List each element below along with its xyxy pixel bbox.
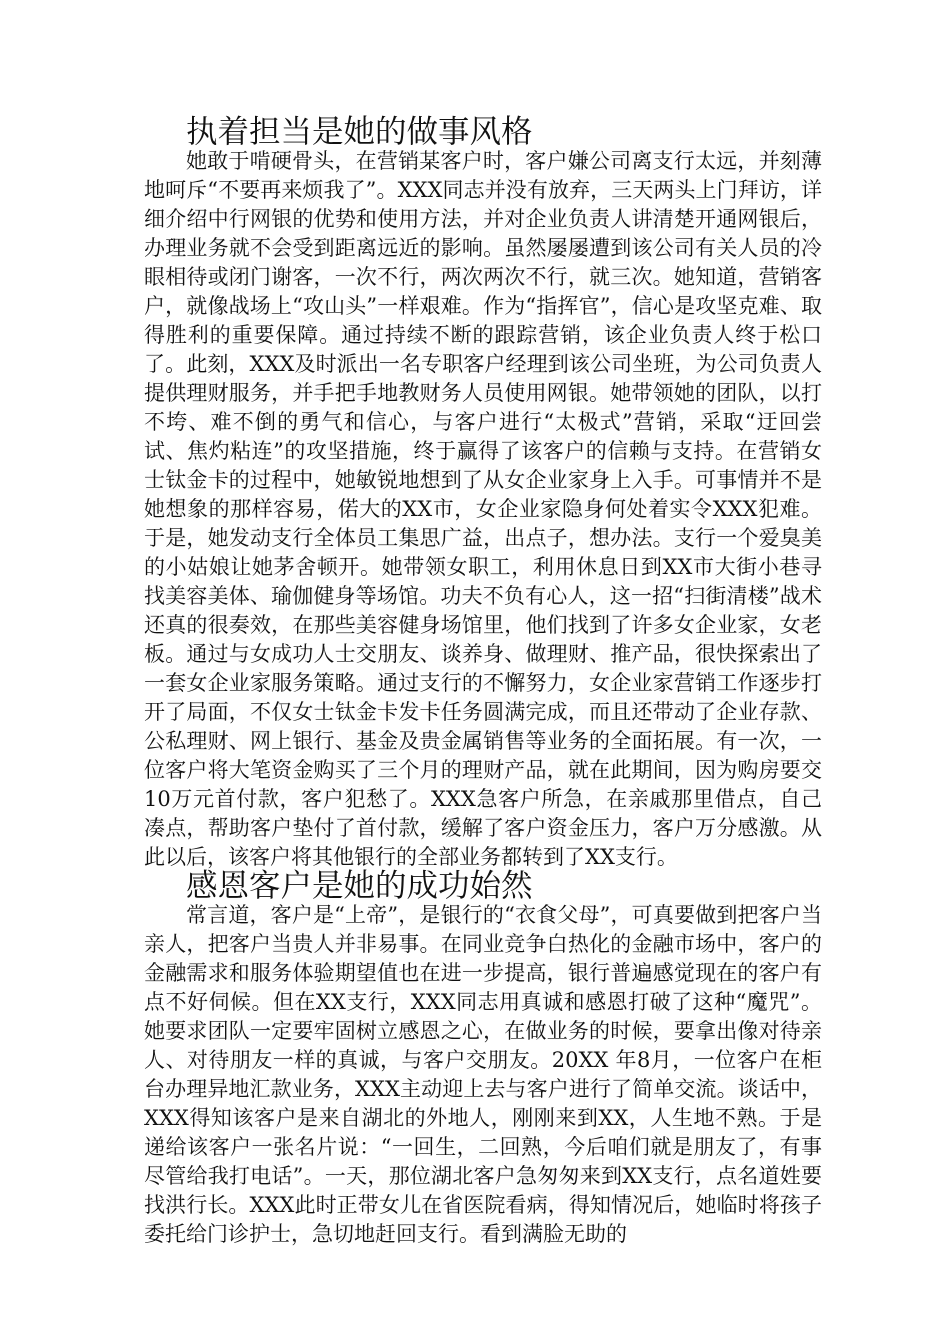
section-heading-1: 执着担当是她的做事风格 <box>186 114 533 150</box>
document-page <box>144 114 822 1249</box>
section-paragraph-1: 她敢于啃硬骨头，在营销某客户时，客户嫌公司离支行太远，并刻薄地呵斥“不要再来烦我了”。XXX同志并没有放弃，三天两头上门拜访，详细介绍中行网银的优势和使用方法，并对企业负责人讲清楚开通网银后，办理业务就不会受到距离远近的影响。虽然屡屡遭到该公司有关人员的冷眼相待或闭门谢客，一次不行，两次两次不行，就三次。她知道，营销客户，就像战场上“攻山头”一样艰难。作为“指挥官”，信心是攻坚克难、取得胜利的重要保障。通过持续不断的跟踪营销，该企业负责人终于松口了。此刻，XXX及时派出一名专职客户经理到该公司坐班，为公司负责人提供理财服务，并手把手地教财务人员使用网银。她带领她的团队，以打不垮、难不倒的勇气和信心，与客户进行“太极式”营销，采取“迂回尝试、焦灼粘连”的攻坚措施，终于赢得了该客户的信赖与支持。在营销女士钛金卡的过程中，她敏锐地想到了从女企业家身上入手。可事情并不是她想象的那样容易，偌大的XX市，女企业家隐身何处着实令XXX犯难。于是，她发动支行全体员工集思广益，出点子，想办法。支行一个爱臭美的小姑娘让她茅舍顿开。她带领女职工，利用休息日到XX市大街小巷寻找美容美体、瑜伽健身等场馆。功夫不负有心人，这一招“扫街清楼”战术还真的很奏效，在那些美容健身场馆里，他们找到了许多女企业家，女老板。通过与女成功人士交朋友、谈养身、做理财、推产品，很快探索出了一套女企业家服务策略。通过支行的不懈努力，女企业家营销工作逐步打开了局面，不仅女士钛金卡发卡任务圆满完成，而且还带动了企业存款、公私理财、网上银行、基金及贵金属销售等业务的全面拓展。有一次，一位客户将大笔资金购买了三个月的理财产品，就在此期间，因为购房要交10万元首付款，客户犯愁了。XXX急客户所急，在亲戚那里借点，自己凑点，帮助客户垫付了首付款，缓解了客户资金压力，客户万分感激。从此以后，该客户将其他银行的全部业务都转到了XX支行。 <box>144 149 822 869</box>
section-paragraph-2: 常言道，客户是“上帝”，是银行的“衣食父母”，可真要做到把客户当亲人，把客户当贵人并非易事。在同业竞争白热化的金融市场中，客户的金融需求和服务体验期望值也在进一步提高，银行普遍感觉现在的客户有点不好伺候。但在XX支行，XXX同志用真诚和感恩打破了这种“魔咒”。她要求团队一定要牢固树立感恩之心，在做业务的时候，要拿出像对待亲人、对待朋友一样的真诚，与客户交朋友。20XX 年8月，一位客户在柜台办理异地汇款业务，XXX主动迎上去与客户进行了简单交流。谈话中，XXX得知该客户是来自湖北的外地人，刚刚来到XX，人生地不熟。于是递给该客户一张名片说：“一回生，二回熟，今后咱们就是朋友了，有事尽管给我打电话”。一天，那位湖北客户急匆匆来到XX支行，点名道姓要找洪行长。XXX此时正带女儿在省医院看病，得知情况后，她临时将孩子委托给门诊护士，急切地赶回支行。看到满脸无助的 <box>144 903 822 1246</box>
section-heading-2: 感恩客户是她的成功始然 <box>186 868 533 904</box>
